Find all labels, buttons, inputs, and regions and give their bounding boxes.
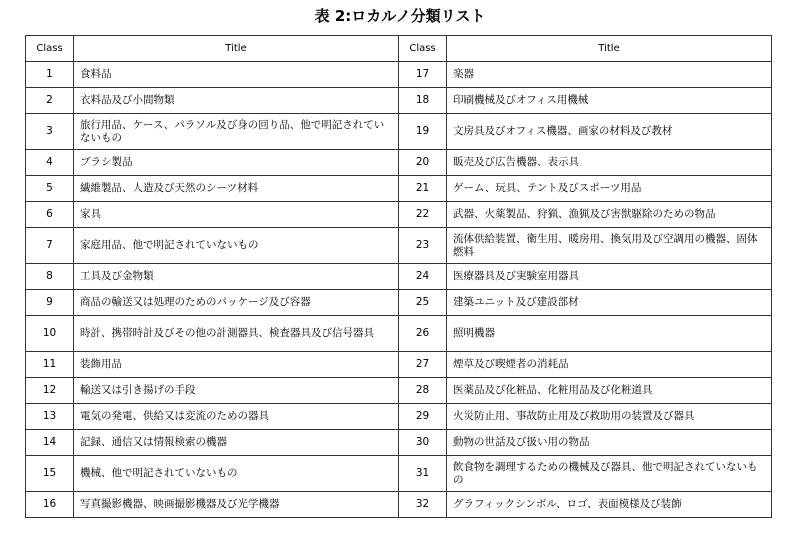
class-title: 医薬品及び化粧品、化粧用品及び化粧道具 bbox=[447, 378, 772, 404]
class-number: 30 bbox=[399, 430, 447, 456]
table-row bbox=[26, 264, 772, 290]
class-number: 2 bbox=[26, 88, 74, 114]
table-row bbox=[26, 316, 772, 352]
class-title: ゲーム、玩具、テント及びスポーツ用品 bbox=[447, 176, 772, 202]
class-title: 商品の輸送又は処理のためのパッケージ及び容器 bbox=[74, 290, 399, 316]
class-title: グラフィックシンボル、ロゴ、表面模様及び装飾 bbox=[447, 492, 772, 518]
class-number: 23 bbox=[399, 228, 447, 264]
locarno-classification-table bbox=[25, 35, 772, 518]
class-number: 10 bbox=[26, 316, 74, 352]
class-number: 27 bbox=[399, 352, 447, 378]
class-title: 流体供給装置、衛生用、暖房用、換気用及び空調用の機器、固体燃料 bbox=[447, 228, 772, 264]
class-title: 飲食物を調理するための機械及び器具、他で明記されていないもの bbox=[447, 456, 772, 492]
class-title: 繊維製品、人造及び天然のシーツ材料 bbox=[74, 176, 399, 202]
class-title: ブラシ製品 bbox=[74, 150, 399, 176]
class-number: 20 bbox=[399, 150, 447, 176]
class-number: 9 bbox=[26, 290, 74, 316]
class-number: 4 bbox=[26, 150, 74, 176]
table-row bbox=[26, 352, 772, 378]
class-number: 1 bbox=[26, 62, 74, 88]
table-row bbox=[26, 430, 772, 456]
class-title: 衣料品及び小間物類 bbox=[74, 88, 399, 114]
class-number: 12 bbox=[26, 378, 74, 404]
table-row bbox=[26, 456, 772, 492]
class-number: 19 bbox=[399, 114, 447, 150]
table-title: 表 2:ロカルノ分類リスト bbox=[314, 7, 486, 25]
table-row bbox=[26, 150, 772, 176]
table-row bbox=[26, 202, 772, 228]
table-header-row bbox=[26, 36, 772, 62]
class-number: 24 bbox=[399, 264, 447, 290]
class-number: 7 bbox=[26, 228, 74, 264]
class-number: 29 bbox=[399, 404, 447, 430]
class-title: 家具 bbox=[74, 202, 399, 228]
class-number: 14 bbox=[26, 430, 74, 456]
table-row bbox=[26, 114, 772, 150]
class-number: 18 bbox=[399, 88, 447, 114]
table-row bbox=[26, 62, 772, 88]
class-title: 建築ユニット及び建設部材 bbox=[447, 290, 772, 316]
class-title: 文房具及びオフィス機器、画家の材料及び教材 bbox=[447, 114, 772, 150]
class-title: 装飾用品 bbox=[74, 352, 399, 378]
class-title: 武器、火薬製品、狩猟、漁猟及び害獣駆除のための物品 bbox=[447, 202, 772, 228]
class-number: 21 bbox=[399, 176, 447, 202]
class-title: 家庭用品、他で明記されていないもの bbox=[74, 228, 399, 264]
class-title: 医療器具及び実験室用器具 bbox=[447, 264, 772, 290]
class-title: 火災防止用、事故防止用及び救助用の装置及び器具 bbox=[447, 404, 772, 430]
class-number: 13 bbox=[26, 404, 74, 430]
table-row bbox=[26, 88, 772, 114]
class-title: 印刷機械及びオフィス用機械 bbox=[447, 88, 772, 114]
class-number: 8 bbox=[26, 264, 74, 290]
class-title: 旅行用品、ケース、パラソル及び身の回り品、他で明記されていないもの bbox=[74, 114, 399, 150]
class-number: 28 bbox=[399, 378, 447, 404]
class-title: 工具及び金物類 bbox=[74, 264, 399, 290]
class-title: 機械、他で明記されていないもの bbox=[74, 456, 399, 492]
class-number: 26 bbox=[399, 316, 447, 352]
class-title: 照明機器 bbox=[447, 316, 772, 352]
class-number: 17 bbox=[399, 62, 447, 88]
class-title: 動物の世話及び扱い用の物品 bbox=[447, 430, 772, 456]
class-title: 販売及び広告機器、表示具 bbox=[447, 150, 772, 176]
class-number: 11 bbox=[26, 352, 74, 378]
class-number: 25 bbox=[399, 290, 447, 316]
table-row bbox=[26, 228, 772, 264]
class-title: 食料品 bbox=[74, 62, 399, 88]
table-row bbox=[26, 404, 772, 430]
class-number: 5 bbox=[26, 176, 74, 202]
class-title: 電気の発電、供給又は変流のための器具 bbox=[74, 404, 399, 430]
class-title: 写真撮影機器、映画撮影機器及び光学機器 bbox=[74, 492, 399, 518]
header-title-right: Title bbox=[447, 36, 772, 62]
table-row bbox=[26, 176, 772, 202]
class-number: 3 bbox=[26, 114, 74, 150]
class-number: 16 bbox=[26, 492, 74, 518]
class-title: 輸送又は引き揚げの手段 bbox=[74, 378, 399, 404]
class-number: 32 bbox=[399, 492, 447, 518]
class-number: 22 bbox=[399, 202, 447, 228]
class-title: 記録、通信又は情報検索の機器 bbox=[74, 430, 399, 456]
table-row bbox=[26, 290, 772, 316]
class-title: 時計、携帯時計及びその他の計測器具、検査器具及び信号器具 bbox=[74, 316, 399, 352]
table-row bbox=[26, 492, 772, 518]
class-number: 31 bbox=[399, 456, 447, 492]
class-number: 15 bbox=[26, 456, 74, 492]
class-number: 6 bbox=[26, 202, 74, 228]
header-title-left: Title bbox=[74, 36, 399, 62]
class-title: 煙草及び喫煙者の消耗品 bbox=[447, 352, 772, 378]
header-class-right: Class bbox=[399, 36, 447, 62]
header-class-left: Class bbox=[26, 36, 74, 62]
table-row bbox=[26, 378, 772, 404]
class-title: 楽器 bbox=[447, 62, 772, 88]
